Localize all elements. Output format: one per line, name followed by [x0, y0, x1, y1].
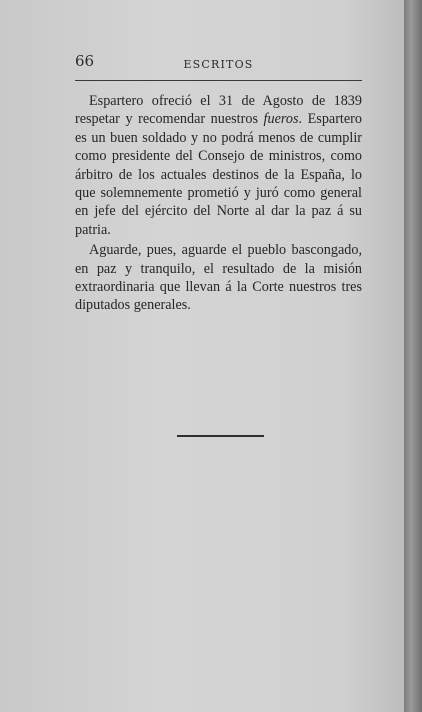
page-spine-shadow — [404, 0, 422, 712]
page-header — [75, 52, 362, 78]
paragraph-1 — [75, 92, 362, 239]
emphasis-fueros: fueros — [263, 111, 299, 128]
section-end-rule — [177, 435, 264, 437]
paragraph-1-end: . Espartero es un buen soldado y no podrá menos de cumplir como presidente del Consejo de ministros, como árbitro de los actuales destinos de la España, lo que solemnemente prometió y juró como general en jefe del ejército del Norte al dar la paz á su patria. — [75, 111, 362, 238]
header-rule — [75, 80, 362, 81]
paragraph-2: Aguarde, pues, aguarde el pueblo bascongado, en paz y tranquilo, el resultado de la misión extraordinaria que llevan á la Corte nuestros tres diputados generales. — [75, 242, 362, 314]
paragraph-1-start: Espartero ofreció el 31 de Agosto de 1839 respetar y recomendar nuestros — [75, 93, 362, 128]
page-number: 66 — [75, 52, 95, 70]
running-title: ESCRITOS — [183, 58, 254, 71]
body-text — [75, 92, 362, 315]
